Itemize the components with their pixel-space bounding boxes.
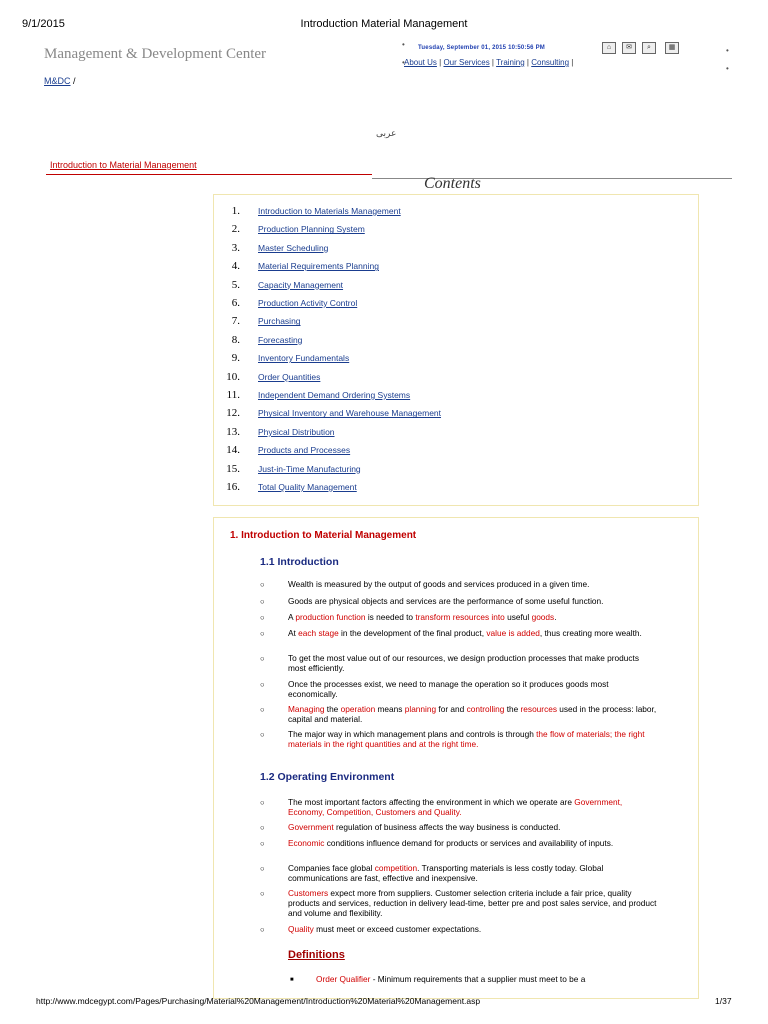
highlighted-text: Government — [288, 822, 334, 832]
highlighted-text: the flow of materials; the right materials in the right quantities and at the right time. — [288, 729, 645, 749]
bullet-text: the — [324, 704, 341, 714]
bullet-text: must meet or exceed customer expectations. — [313, 924, 482, 934]
bullet-text: Goods are physical objects and services are the performance of some useful function. — [288, 596, 604, 606]
toc-item-link[interactable]: Forecasting — [258, 334, 303, 345]
bullet-text: conditions influence demand for products or services and availability of inputs. — [324, 838, 614, 848]
bullet-text: for and — [436, 704, 467, 714]
toc-item-link[interactable]: Production Planning System — [258, 224, 365, 235]
toc-item-link[interactable]: Total Quality Management — [258, 482, 357, 492]
bullet-item — [288, 679, 658, 699]
subsection-title-environment: 1.2 Operating Environment — [260, 771, 395, 783]
toc-box — [213, 194, 699, 506]
bullet-text: is needed to — [365, 612, 416, 622]
toc-item-link[interactable]: Physical Inventory and Warehouse Management — [258, 408, 442, 419]
highlighted-text: goods — [531, 612, 555, 622]
dots-decoration: • • — [402, 40, 405, 67]
toc-item-link[interactable]: Inventory Fundamentals — [258, 353, 350, 364]
print-footer-page: 1/37 — [715, 996, 732, 1006]
toc-item-number: 8. — [231, 333, 240, 346]
bullet-text: Companies face global — [288, 863, 375, 873]
definition-order-qualifier: Order Qualifier - Minimum requirements that a supplier must meet to be a — [316, 974, 586, 984]
bullet-text: expect more from suppliers. Customer selection criteria include a fair price, quality products and services, reduction in delivery lead-time, better pre and post sales service, and product and volume and flexibility. — [288, 888, 657, 918]
bullet-text: A — [288, 612, 296, 622]
bullet-marker: ○ — [260, 889, 265, 898]
highlighted-text: production function — [295, 612, 366, 622]
section-title: 1. Introduction to Material Management — [230, 530, 417, 541]
nav-about-us[interactable]: About Us — [404, 58, 437, 67]
toc-item-number: 16. — [226, 481, 240, 493]
bullet-marker: ○ — [260, 864, 265, 873]
bullet-item — [288, 924, 658, 934]
bullet-marker: ○ — [260, 823, 265, 832]
highlighted-text: Quality — [288, 924, 314, 934]
highlighted-text: controlling — [466, 704, 505, 714]
search-icon[interactable]: ⌕ — [642, 42, 656, 54]
bullet-marker: ○ — [260, 925, 265, 934]
toc-item-number: 5. — [231, 278, 240, 291]
bullet-item — [288, 612, 658, 622]
toc-item-link[interactable]: Material Requirements Planning — [258, 261, 379, 272]
bullet-marker: ○ — [260, 629, 265, 638]
highlighted-text: value is added — [486, 628, 540, 638]
bullet-marker: ○ — [260, 654, 265, 663]
toc-item-number: 12. — [226, 407, 240, 420]
dots-decoration-right: • • — [726, 46, 729, 73]
toc-item-number: 13. — [226, 425, 240, 438]
toc-item-link[interactable]: Order Quantities — [258, 371, 321, 382]
breadcrumb-home-link[interactable]: M&DC — [44, 76, 71, 86]
highlighted-text: resources — [520, 704, 557, 714]
highlighted-text: transform resources into — [415, 612, 505, 622]
bullet-marker: ○ — [260, 798, 265, 807]
toc-item-number: 6. — [231, 297, 240, 309]
highlighted-text: operation — [340, 704, 376, 714]
toc-item-link[interactable]: Master Scheduling — [258, 242, 329, 253]
highlighted-text: Economic — [288, 838, 325, 848]
contents-title: Contents — [424, 175, 481, 188]
toc-item-link[interactable]: Production Activity Control — [258, 298, 358, 308]
bullet-item — [288, 888, 658, 918]
bullet-marker: ○ — [260, 680, 265, 689]
bullet-item — [288, 628, 658, 638]
toc-item-number: 3. — [231, 241, 240, 254]
bullet-text: The major way in which management plans and controls is through — [288, 729, 537, 739]
bullet-text: . Transporting materials is less costly today. Global communications are fast, effective and inexpensive. — [288, 863, 604, 883]
highlighted-text: competition — [374, 863, 418, 873]
definitions-title: Definitions — [288, 949, 345, 961]
bullet-item — [288, 822, 658, 832]
bullet-marker: ○ — [260, 580, 265, 589]
site-name[interactable]: Management & Development Center — [44, 46, 267, 62]
toc-item-number: 11. — [226, 389, 240, 401]
bullet-item — [288, 729, 658, 749]
bullet-text: At — [288, 628, 299, 638]
datetime: Tuesday, September 01, 2015 10:50:56 PM — [418, 45, 545, 51]
highlighted-text: Government, Economy, Competition, Customers and Quality. — [288, 797, 623, 817]
toc-item-link[interactable]: Introduction to Materials Management — [258, 206, 401, 216]
print-header-date: 9/1/2015 — [22, 18, 65, 30]
toc-item-link[interactable]: Products and Processes — [258, 445, 351, 456]
bullet-text: , thus creating more wealth. — [539, 628, 642, 638]
bullet-text: regulation of business affects the way business is conducted. — [333, 822, 561, 832]
bullet-item — [288, 653, 658, 673]
toc-item-number: 10. — [226, 370, 240, 383]
bullet-text: in the development of the final product, — [338, 628, 487, 638]
divider-red — [46, 174, 372, 175]
top-nav: About Us | Our Services | Training | Consulting | — [404, 58, 574, 67]
bullet-text: Wealth is measured by the output of goods and services produced in a given time. — [288, 579, 590, 589]
mail-icon[interactable]: ✉ — [622, 42, 636, 54]
bullet-text: useful — [504, 612, 532, 622]
toc-item-number: 1. — [231, 205, 240, 217]
bullet-item — [288, 863, 658, 883]
highlighted-text: Customers — [288, 888, 329, 898]
bullet-text: Once the processes exist, we need to manage the operation so it produces goods most economically. — [288, 679, 609, 699]
toc-item-link[interactable]: Just-in-Time Manufacturing — [258, 463, 361, 474]
nav-our-services[interactable]: Our Services — [443, 58, 490, 67]
bullet-marker: ○ — [260, 597, 265, 606]
bullet-text: The most important factors affecting the environment in which we operate are — [288, 797, 575, 807]
print-header-title: Introduction Material Management — [300, 18, 468, 30]
nav-consulting[interactable]: Consulting — [531, 58, 570, 67]
bullet-marker: ○ — [260, 730, 265, 739]
bullet-marker: ○ — [260, 613, 265, 622]
bullet-text: means — [375, 704, 405, 714]
content-box — [213, 517, 699, 999]
subsection-title-intro: 1.1 Introduction — [260, 556, 339, 568]
bullet-item — [288, 596, 658, 606]
square-bullet: ■ — [290, 977, 294, 983]
bullet-text: . — [554, 612, 557, 622]
bullet-item — [288, 797, 658, 817]
toc-item-number: 4. — [231, 260, 240, 273]
toc-item-link[interactable]: Capacity Management — [258, 279, 344, 290]
bullet-marker: ○ — [260, 705, 265, 714]
toc-item-link[interactable]: Physical Distribution — [258, 426, 335, 437]
toc-item-number: 15. — [226, 462, 240, 475]
bullet-marker: ○ — [260, 839, 265, 848]
bullet-item — [288, 579, 658, 589]
page-link[interactable]: Introduction to Material Management — [50, 160, 197, 170]
print-footer-url: http://www.mdcegypt.com/Pages/Purchasing/Material%20Management/Introduction%20Material%20Management.asp — [36, 996, 481, 1006]
bullet-item — [288, 838, 658, 848]
highlighted-text: planning — [404, 704, 437, 714]
highlighted-text: each stage — [298, 628, 339, 638]
toc-item-link[interactable]: Purchasing — [258, 316, 301, 327]
toc-item-number: 9. — [231, 352, 240, 365]
home-icon[interactable]: ⌂ — [602, 42, 616, 54]
bullet-item — [288, 704, 658, 724]
toc-item-number: 7. — [231, 315, 240, 328]
nav-training[interactable]: Training — [496, 58, 525, 67]
bullet-text: used in the process: labor, capital and material. — [288, 704, 657, 724]
toc-item-link[interactable]: Independent Demand Ordering Systems — [258, 390, 411, 400]
bullet-text: the — [504, 704, 521, 714]
bullet-text: To get the most value out of our resources, we design production processes that make products most efficiently. — [288, 653, 639, 673]
sitemap-icon[interactable]: ▦ — [665, 42, 679, 54]
toc-item-number: 2. — [231, 223, 240, 236]
toc-item-number: 14. — [226, 444, 240, 457]
breadcrumb: M&DC / — [44, 76, 76, 86]
arabic-link[interactable]: عربى — [376, 128, 397, 138]
highlighted-text: Managing — [288, 704, 325, 714]
